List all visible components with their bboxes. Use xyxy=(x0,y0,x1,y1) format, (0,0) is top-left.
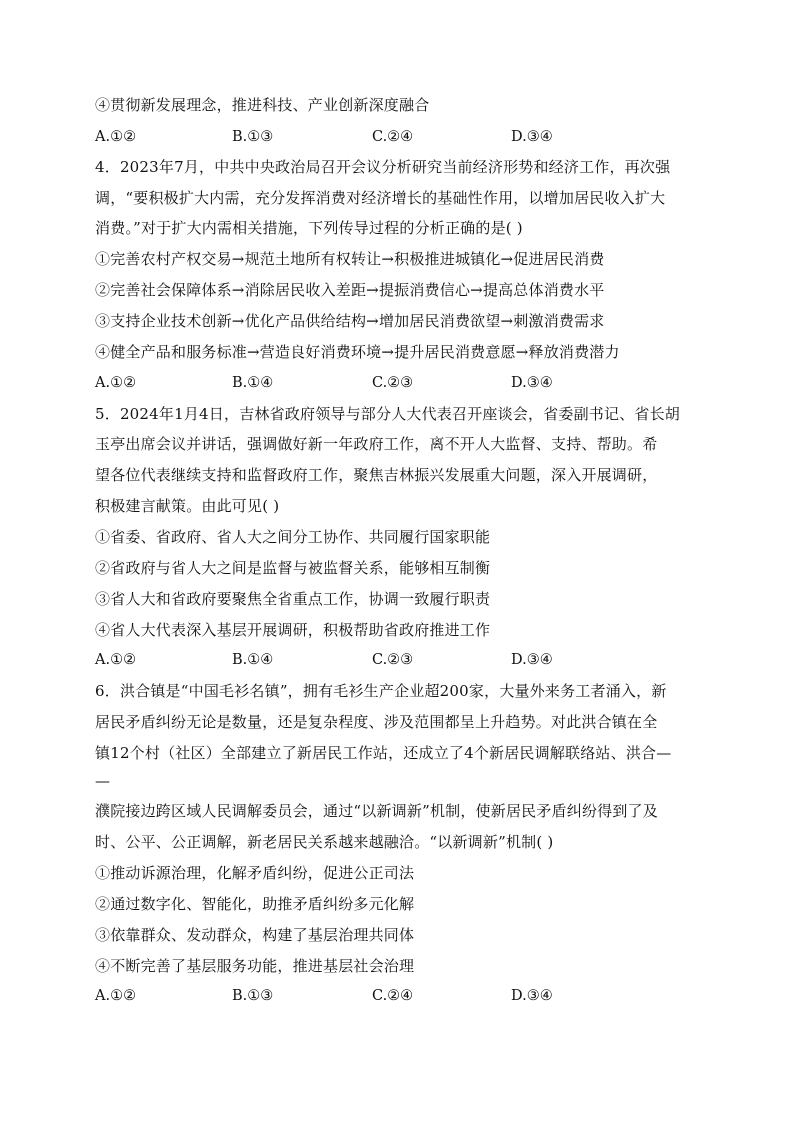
q4-option-c[interactable]: C.②③ xyxy=(372,375,414,391)
q5-option-d[interactable]: D.③④ xyxy=(511,652,553,668)
q6-option-b[interactable]: B.①③ xyxy=(232,988,274,1004)
q6-stem-line-1: 6．洪合镇是“中国毛衫名镇”，拥有毛衫生产企业超200家，大量外来务工者涌入，新 xyxy=(95,682,667,700)
q4-options xyxy=(95,373,705,393)
q6-options xyxy=(95,986,705,1006)
q4-item-3: ③支持企业技术创新→优化产品供给结构→增加居民消费欲望→刺激消费需求 xyxy=(95,312,605,330)
q3-options xyxy=(95,127,705,147)
q4-option-d[interactable]: D.③④ xyxy=(511,375,553,391)
q6-item-4: ④不断完善了基层服务功能，推进基层社会治理 xyxy=(95,957,415,975)
q6-option-a[interactable]: A.①② xyxy=(95,988,137,1004)
q5-stem-line-3: 望各位代表继续支持和监督政府工作，聚焦吉林振兴发展重大问题，深入开展调研， xyxy=(95,466,658,484)
q3-option-d[interactable]: D.③④ xyxy=(511,129,553,145)
q4-item-1: ①完善农村产权交易→规范土地所有权转让→积极推进城镇化→促进居民消费 xyxy=(95,250,605,268)
q5-option-b[interactable]: B.①④ xyxy=(232,652,274,668)
q4-option-b[interactable]: B.①④ xyxy=(232,375,274,391)
q6-option-d[interactable]: D.③④ xyxy=(511,988,553,1004)
q5-stem-line-1: 5．2024年1月4日，吉林省政府领导与部分人大代表召开座谈会，省委副书记、省长胡 xyxy=(95,405,681,423)
q6-stem-line-3: 镇12个村（社区）全部建立了新居民工作站，还成立了4个新居民调解联络站、洪合— xyxy=(95,744,672,762)
q5-item-2: ②省政府与省人大之间是监督与被监督关系，能够相互制衡 xyxy=(95,559,491,577)
q3-option-a[interactable]: A.①② xyxy=(95,129,137,145)
q4-stem-line-2: 调，“要积极扩大内需，充分发挥消费对经济增长的基础性作用，以增加居民收入扩大 xyxy=(95,189,666,207)
q6-item-3: ③依靠群众、发动群众，构建了基层治理共同体 xyxy=(95,926,415,944)
q5-options xyxy=(95,650,705,670)
q5-option-a[interactable]: A.①② xyxy=(95,652,137,668)
q6-stem-line-2: 居民矛盾纠纷无论是数量，还是复杂程度、涉及范围都呈上升趋势。对此洪合镇在全 xyxy=(95,713,658,731)
q6-item-1: ①推动诉源治理，化解矛盾纠纷，促进公正司法 xyxy=(95,864,415,882)
q3-item-4: ④贯彻新发展理念，推进科技、产业创新深度融合 xyxy=(95,96,430,114)
q3-option-c[interactable]: C.②④ xyxy=(372,129,414,145)
q4-stem-line-3: 消费。”对于扩大内需相关措施，下列传导过程的分析正确的是( ) xyxy=(95,219,523,237)
q4-option-a[interactable]: A.①② xyxy=(95,375,137,391)
q6-stem-line-5: 濮院接边跨区域人民调解委员会，通过“以新调新”机制，使新居民矛盾纠纷得到了及 xyxy=(95,802,658,820)
q4-stem-line-1: 4．2023年7月，中共中央政治局召开会议分析研究当前经济形势和经济工作，再次强 xyxy=(95,158,671,176)
q6-stem-line-4: — xyxy=(95,772,111,790)
q4-item-2: ②完善社会保障体系→消除居民收入差距→提振消费信心→提高总体消费水平 xyxy=(95,281,605,299)
q6-stem-line-6: 时、公平、公正调解，新老居民关系越来越融洽。“以新调新”机制( ) xyxy=(95,833,554,851)
q6-option-c[interactable]: C.②④ xyxy=(372,988,414,1004)
q5-stem-line-4: 积极建言献策。由此可见( ) xyxy=(95,497,280,515)
q3-option-b[interactable]: B.①③ xyxy=(232,129,274,145)
q5-option-c[interactable]: C.②③ xyxy=(372,652,414,668)
q5-item-3: ③省人大和省政府要聚焦全省重点工作，协调一致履行职责 xyxy=(95,590,491,608)
q5-stem-line-2: 玉亭出席会议并讲话，强调做好新一年政府工作，离不开人大监督、支持、帮助。希 xyxy=(95,435,658,453)
q6-item-2: ②通过数字化、智能化，助推矛盾纠纷多元化解 xyxy=(95,895,415,913)
q5-item-1: ①省委、省政府、省人大之间分工协作、共同履行国家职能 xyxy=(95,528,491,546)
q5-item-4: ④省人大代表深入基层开展调研，积极帮助省政府推进工作 xyxy=(95,621,491,639)
q4-item-4: ④健全产品和服务标准→营造良好消费环境→提升居民消费意愿→释放消费潜力 xyxy=(95,343,620,361)
